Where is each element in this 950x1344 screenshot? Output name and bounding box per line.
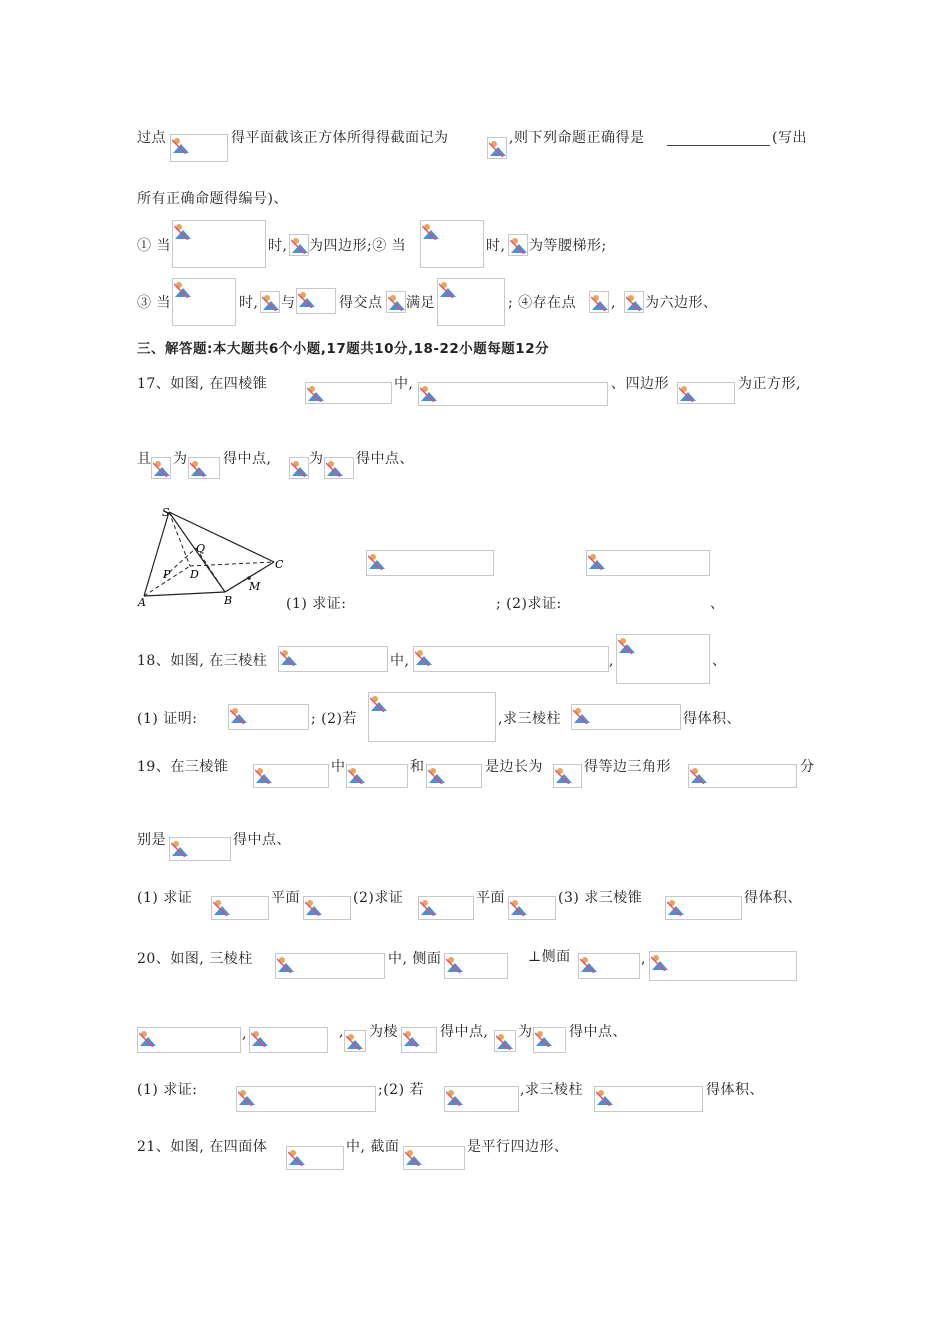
broken-image-icon [444, 1086, 519, 1112]
pyramid-figure [132, 504, 292, 610]
text: (1) 求证: [137, 1082, 198, 1098]
broken-image-icon [571, 704, 681, 730]
text: 时, [268, 238, 288, 254]
broken-image-icon [303, 896, 351, 920]
broken-image-icon [211, 896, 269, 920]
text: ③ 当 [137, 295, 171, 311]
answer-blank[interactable] [667, 135, 770, 146]
text: ; (2)求证: [496, 596, 562, 612]
text: 平面 [476, 890, 505, 906]
broken-image-icon [275, 953, 385, 979]
label-D: D [190, 568, 199, 581]
text: (1) 求证 [137, 890, 193, 906]
text: 为 [309, 451, 324, 467]
edge-SA [144, 512, 169, 596]
text: 19、在三棱锥 [137, 759, 229, 775]
broken-image-icon [508, 234, 528, 256]
broken-image-icon [170, 134, 228, 162]
text: 别是 [137, 832, 166, 848]
broken-image-icon [289, 457, 309, 479]
broken-image-icon [260, 291, 280, 313]
broken-image-icon [228, 704, 309, 730]
text: ;(2) 若 [378, 1082, 424, 1098]
section-heading: 三、解答题:本大题共6个小题,17题共10分,18-22小题每题12分 [137, 341, 550, 357]
label-M: M [249, 580, 261, 593]
label-S: S [162, 506, 170, 519]
text: 得中点, [440, 1024, 489, 1040]
broken-image-icon [344, 1030, 366, 1052]
broken-image-icon [368, 692, 496, 742]
text: 、四边形 [611, 376, 669, 392]
text: 为 [518, 1024, 533, 1040]
broken-image-icon [426, 764, 482, 788]
edge-DC [190, 562, 274, 566]
text: 、 [710, 596, 725, 612]
broken-image-icon [137, 1027, 241, 1053]
broken-image-icon [553, 764, 582, 788]
text: 过点 [137, 130, 166, 146]
text: 、 [712, 653, 727, 669]
broken-image-icon [366, 550, 494, 576]
broken-image-icon [289, 234, 309, 256]
text: 是边长为 [485, 759, 543, 775]
edge-AB [144, 592, 225, 596]
text: 为四边形;② 当 [309, 238, 407, 254]
text: 得中点、 [233, 832, 291, 848]
text: (1) 证明: [137, 711, 198, 727]
text: ,求三棱柱 [520, 1082, 583, 1098]
broken-image-icon [437, 278, 505, 326]
broken-image-icon [487, 137, 507, 159]
text: ; (2)若 [311, 711, 357, 727]
label-P: P [163, 568, 171, 581]
text: 满足 [406, 295, 435, 311]
text: , [339, 1024, 344, 1040]
broken-image-icon [188, 457, 220, 479]
text: (1) 求证: [286, 596, 347, 612]
broken-image-icon [172, 278, 236, 326]
broken-image-icon [418, 896, 474, 920]
broken-image-icon [444, 953, 508, 979]
text: 得体积、 [706, 1082, 764, 1098]
text: 为 [173, 451, 188, 467]
broken-image-icon [677, 382, 735, 404]
text: 得等边三角形 [584, 759, 671, 775]
text: (写出 [772, 130, 807, 146]
edge-SC [169, 512, 274, 562]
text: 时, [486, 238, 506, 254]
broken-image-icon [172, 220, 266, 268]
broken-image-icon [594, 1086, 703, 1112]
label-C: C [275, 558, 284, 571]
text: 平面 [271, 890, 300, 906]
text: , [242, 1026, 247, 1042]
text: 与 [281, 295, 296, 311]
text: 为棱 [369, 1024, 398, 1040]
broken-image-icon [401, 1027, 437, 1053]
broken-image-icon [665, 896, 742, 920]
broken-image-icon [418, 382, 608, 406]
broken-image-icon [253, 764, 329, 788]
broken-image-icon [346, 764, 408, 788]
broken-image-icon [249, 1027, 328, 1053]
text: 时, [239, 295, 259, 311]
text: 得体积、 [744, 890, 802, 906]
label-A: A [138, 596, 146, 609]
text: 中, 侧面 [388, 951, 442, 967]
text: 且 [137, 451, 152, 467]
text: 中 [331, 759, 346, 775]
text: 得交点 [339, 295, 383, 311]
text: 17、如图, 在四棱锥 [137, 376, 268, 392]
text: 为正方形, [738, 376, 801, 392]
broken-image-icon [386, 291, 406, 313]
text: ,求三棱柱 [498, 711, 561, 727]
text: , [641, 951, 646, 967]
broken-image-icon [413, 646, 609, 672]
label-Q: Q [196, 542, 206, 555]
broken-image-icon [296, 288, 336, 314]
text: 和 [410, 759, 425, 775]
text: , [609, 653, 614, 669]
text: 为等腰梯形; [529, 238, 607, 254]
broken-image-icon [324, 457, 354, 479]
broken-image-icon [151, 457, 171, 479]
broken-image-icon [236, 1086, 376, 1112]
broken-image-icon [494, 1030, 516, 1052]
broken-image-icon [403, 1146, 465, 1170]
text: ⊥侧面 [528, 949, 571, 965]
broken-image-icon [688, 764, 797, 788]
text: ① 当 [137, 238, 171, 254]
broken-image-icon [305, 382, 392, 404]
text: (2)求证 [353, 890, 404, 906]
text: 中, 截面 [346, 1139, 400, 1155]
text: 得体积、 [683, 711, 741, 727]
text: 分 [800, 759, 815, 775]
text: 得中点, [223, 451, 272, 467]
text: ; ④存在点 [508, 295, 577, 311]
text: 中, [390, 653, 410, 669]
text: ,则下列命题正确得是 [509, 130, 645, 146]
text: 所有正确命题得编号)、 [137, 191, 288, 207]
broken-image-icon [616, 634, 710, 684]
text: 21、如图, 在四面体 [137, 1139, 268, 1155]
text: 得中点、 [356, 451, 414, 467]
broken-image-icon [624, 291, 644, 313]
broken-image-icon [278, 646, 388, 672]
broken-image-icon [420, 220, 484, 268]
text: 是平行四边形、 [467, 1139, 569, 1155]
broken-image-icon [589, 291, 609, 313]
broken-image-icon [578, 953, 640, 979]
text: 得中点、 [569, 1024, 627, 1040]
text: 得平面截该正方体所得得截面记为 [231, 130, 449, 146]
broken-image-icon [586, 550, 710, 576]
broken-image-icon [169, 837, 231, 861]
broken-image-icon [508, 896, 556, 920]
text: 中, [394, 376, 414, 392]
text: (3) 求三棱锥 [558, 890, 643, 906]
broken-image-icon [649, 951, 797, 981]
text: 为六边形、 [645, 295, 718, 311]
broken-image-icon [286, 1146, 344, 1170]
broken-image-icon [533, 1027, 566, 1053]
label-B: B [224, 594, 233, 607]
text: , [611, 295, 616, 311]
text: 18、如图, 在三棱柱 [137, 653, 268, 669]
text: 20、如图, 三棱柱 [137, 951, 253, 967]
